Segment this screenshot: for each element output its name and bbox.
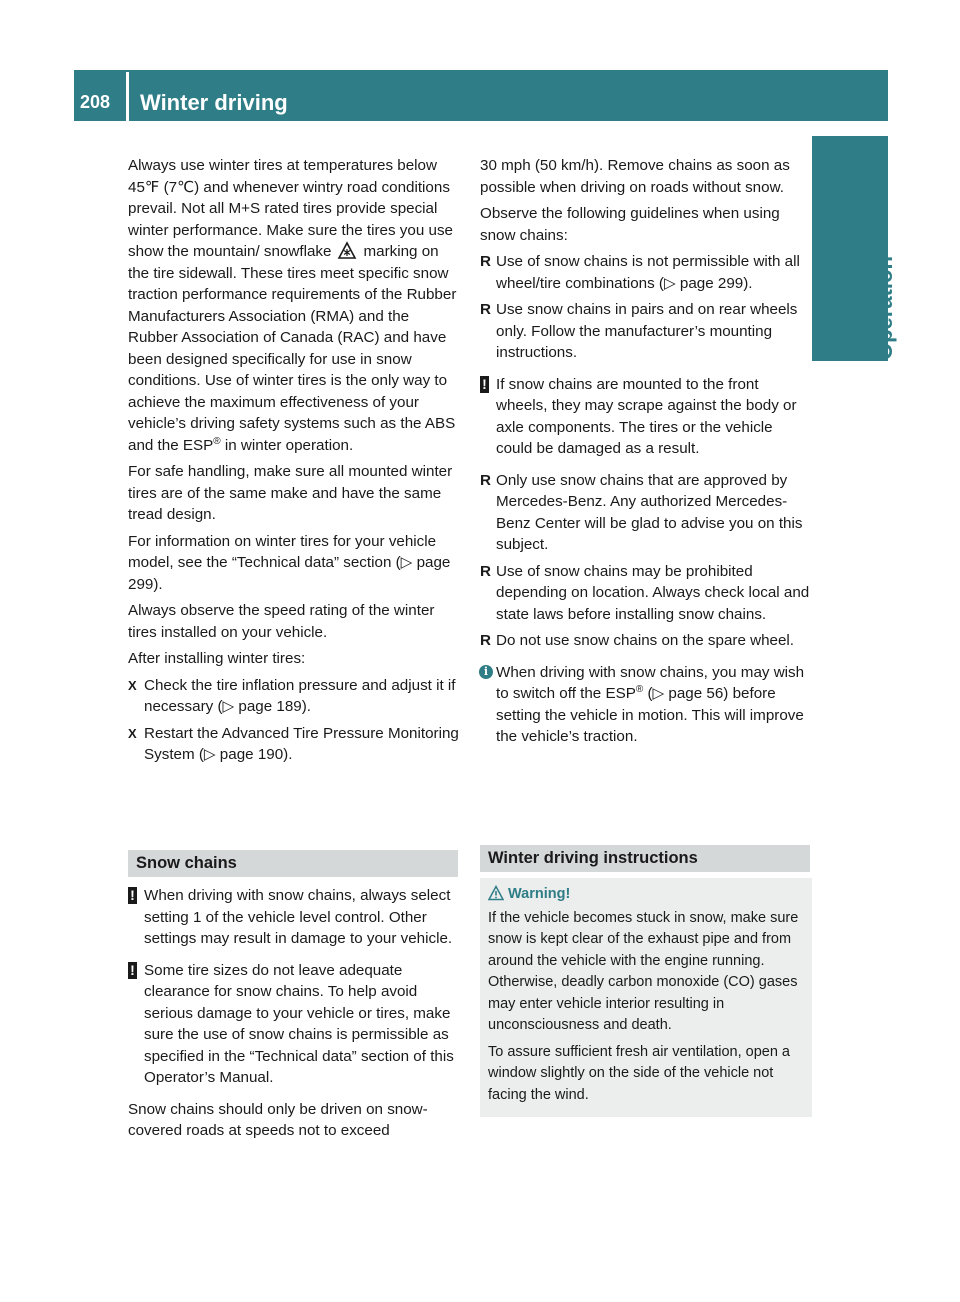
section-heading-winter-instructions: Winter driving instructions bbox=[480, 845, 810, 872]
notice-marker: ! bbox=[128, 887, 137, 904]
step-marker: X bbox=[128, 725, 137, 741]
bullet-marker: R bbox=[480, 253, 491, 270]
bullet-text: Use snow chains in pairs and on rear wheels only. Follow the manufacturer’s mounting instructions. bbox=[496, 301, 798, 361]
info-item bbox=[480, 662, 812, 748]
bullet-item bbox=[480, 251, 812, 294]
right-column bbox=[480, 155, 812, 867]
warning-triangle-icon bbox=[488, 885, 504, 901]
notice-text: Some tire sizes do not leave adequate clearance for snow chains. To help avoid serious damage to your vehicle or tires, make sure the use of snow chains is permissible as specified in the “Technical data” section of this Operator’s Manual. bbox=[144, 961, 454, 1086]
registered-mark: ® bbox=[213, 435, 221, 447]
warning-paragraph: If the vehicle becomes stuck in snow, make sure snow is kept clear of the exhaust pipe and from around the vehicle with the engine running. Otherwise, deadly carbon monoxide (CO) gases may enter vehicle interior resulting in unconsciousness and death. bbox=[488, 909, 799, 1033]
registered-mark: ® bbox=[635, 683, 644, 695]
bullet-item bbox=[480, 470, 812, 556]
paragraph-guidelines: Observe the following guidelines when using snow chains: bbox=[480, 205, 780, 244]
bullet-item bbox=[480, 299, 812, 364]
header-divider bbox=[126, 72, 129, 121]
notice-item bbox=[128, 960, 460, 1089]
info-text: (▷ page 56) before setting the vehicle in motion. This will improve the vehicle’s traction. bbox=[496, 685, 804, 745]
paragraph-snow-speed: Snow chains should only be driven on snow-covered roads at speeds not to exceed bbox=[128, 1100, 428, 1139]
notice-item bbox=[480, 374, 812, 460]
text: Always use winter tires at temperatures below 45℉ (7℃) and whenever wintry road conditions prevail. Not all M+S rated tires provide special winter performance. Make sure the tires you use show the mountain/ snowflake bbox=[128, 157, 453, 260]
bullet-marker: R bbox=[480, 632, 491, 649]
snow-chains-body bbox=[128, 885, 460, 1147]
side-tab-label: Operation bbox=[872, 256, 897, 360]
warning-title-text: Warning! bbox=[508, 886, 571, 902]
bullet-item bbox=[480, 561, 812, 626]
text: in winter operation. bbox=[220, 436, 354, 454]
step-item bbox=[128, 723, 460, 766]
bullet-text: Do not use snow chains on the spare wheel. bbox=[496, 632, 795, 649]
warning-title bbox=[488, 884, 806, 906]
paragraph-after-install: After installing winter tires: bbox=[128, 650, 306, 667]
section-heading-snow-chains: Snow chains bbox=[128, 850, 458, 877]
notice-text: When driving with snow chains, always select setting 1 of the vehicle level control. Other settings may result in damage to your vehicle. bbox=[144, 887, 453, 947]
paragraph-safe-handling: For safe handling, make sure all mounted winter tires are of the same make and have the same tread design. bbox=[128, 463, 453, 523]
bullet-text: Use of snow chains is not permissible with all wheel/tire combinations (▷ page 299). bbox=[496, 253, 800, 292]
notice-marker: ! bbox=[128, 962, 137, 979]
bullet-item bbox=[480, 630, 812, 652]
notice-item bbox=[128, 885, 460, 950]
paragraph-winter-tires bbox=[128, 155, 460, 456]
bullet-text: Only use snow chains that are approved by Mercedes-Benz. Any authorized Mercedes-Benz Center will be glad to advise you on this subject. bbox=[496, 471, 803, 553]
bullet-marker: R bbox=[480, 471, 491, 489]
step-text: Check the tire inflation pressure and adjust it if necessary (▷ page 189). bbox=[144, 676, 456, 715]
step-text: Restart the Advanced Tire Pressure Monitoring System (▷ page 190). bbox=[144, 724, 459, 763]
paragraph-speed-limit: 30 mph (50 km/h). Remove chains as soon as possible when driving on roads without snow. bbox=[480, 157, 790, 196]
step-marker: X bbox=[128, 677, 137, 693]
bullet-text: Use of snow chains may be prohibited depending on location. Always check local and state laws before installing snow chains. bbox=[496, 562, 810, 623]
page-number: 208 bbox=[80, 92, 111, 112]
warning-paragraph: To assure sufficient fresh air ventilation, open a window slightly on the side of the vehicle not facing the wind. bbox=[488, 1043, 790, 1103]
info-icon: i bbox=[479, 665, 493, 679]
bullet-marker: R bbox=[480, 301, 491, 318]
paragraph-info: For information on winter tires for your vehicle model, see the “Technical data” section (▷ page 299). bbox=[128, 532, 451, 593]
notice-text: If snow chains are mounted to the front wheels, they may scrape against the body or axle components. The tires or the vehicle could be damaged as a result. bbox=[496, 375, 797, 457]
step-item bbox=[128, 675, 460, 718]
page-title: Winter driving bbox=[140, 90, 288, 115]
bullet-marker: R bbox=[480, 562, 491, 580]
mountain-snowflake-icon bbox=[337, 241, 357, 259]
warning-box bbox=[480, 878, 812, 1117]
left-column bbox=[128, 155, 460, 1139]
info-text: When driving with snow chains, you may wish to switch off the ESP bbox=[496, 663, 805, 702]
text: marking on the tire sidewall. These tires meet specific snow traction performance requirements of the Rubber Manufacturers Association (RMA) and the Rubber Association of Canada (RAC) and have been designed specifically for use in snow conditions. Use of winter tires is the only way to achieve the maximum effectiveness of your vehicle’s driving safety systems such as the ABS and the ESP bbox=[128, 243, 457, 454]
notice-marker: ! bbox=[480, 376, 489, 393]
paragraph-speed-rating: Always observe the speed rating of the winter tires installed on your vehicle. bbox=[128, 602, 435, 641]
